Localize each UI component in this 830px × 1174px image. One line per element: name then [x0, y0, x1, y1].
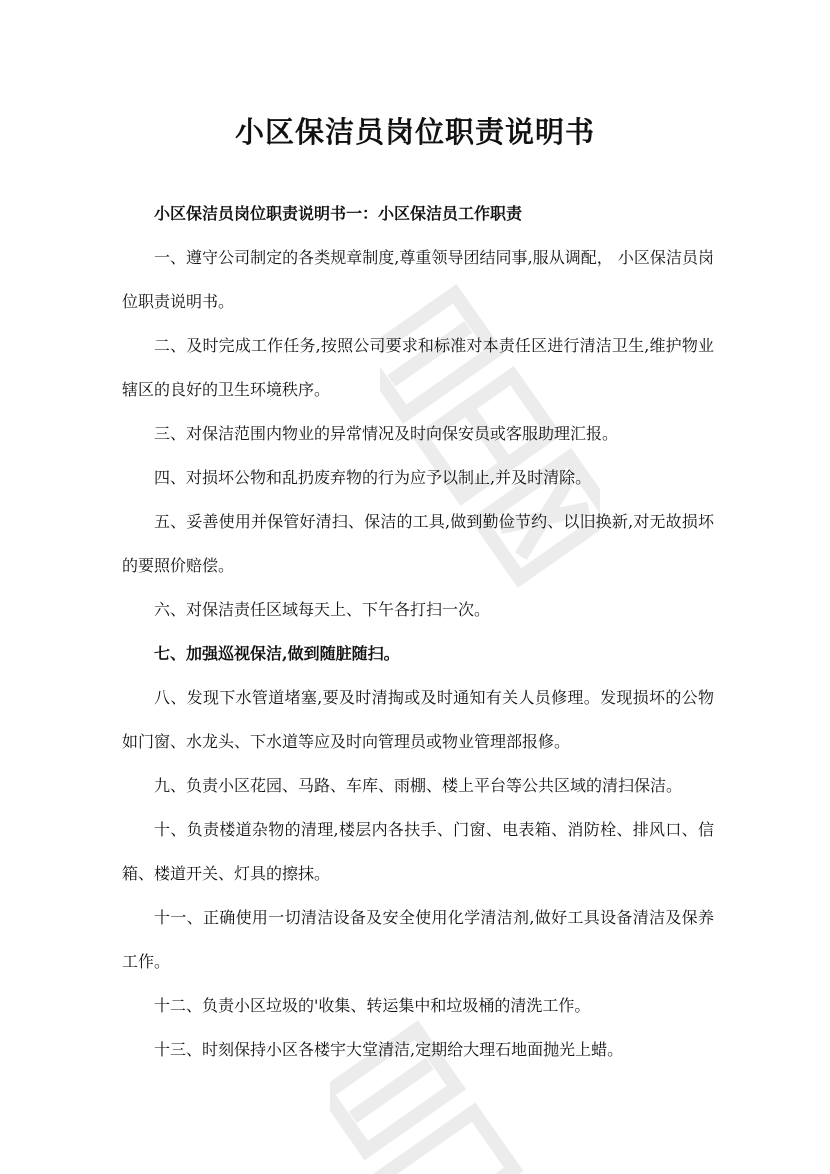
- duty-paragraph: 八、发现下水管道堵塞,要及时清掏或及时通知有关人员修理。发现损坏的公物如门窗、水龙头、下水道等应及时向管理员或物业管理部报修。: [122, 688, 714, 751]
- duty-paragraph: 十二、负责小区垃圾的'收集、转运集中和垃圾桶的清洗工作。: [154, 996, 591, 1015]
- duty-paragraph: 一、遵守公司制定的各类规章制度,尊重领导团结同事,服从调配， 小区保洁员岗位职责说明书。: [122, 248, 714, 311]
- duty-paragraph: 九、负责小区花园、马路、车库、雨棚、楼上平台等公共区域的清扫保洁。: [154, 776, 683, 795]
- duty-paragraph: 三、对保洁范围内物业的异常情况及时向保安员或客服助理汇报。: [154, 424, 619, 443]
- duty-paragraph: 七、加强巡视保洁,做到随脏随扫。: [154, 644, 400, 663]
- duty-paragraph: 六、对保洁责任区域每天上、下午各打扫一次。: [154, 600, 491, 619]
- duty-paragraph: 十、负责楼道杂物的清理,楼层内各扶手、门窗、电表箱、消防栓、排风口、信箱、楼道开关、灯具的擦抹。: [122, 820, 714, 883]
- document-body: [122, 192, 714, 1072]
- duty-paragraph: 四、对损坏公物和乱扔废弃物的行为应予以制止,并及时清除。: [154, 468, 592, 487]
- document-title: 小区保洁员岗位职责说明书: [234, 115, 595, 149]
- duty-paragraph: 五、妥善使用并保管好清扫、保洁的工具,做到勤俭节约、以旧换新,对无故损坏的要照价赔偿。: [122, 512, 714, 575]
- duty-paragraph: 十一、正确使用一切清洁设备及安全使用化学清洁剂,做好工具设备清洁及保养工作。: [122, 908, 714, 971]
- duty-paragraph: 十三、时刻保持小区各楼宇大堂清洁,定期给大理石地面抛光上蜡。: [154, 1040, 624, 1059]
- section-heading: 小区保洁员岗位职责说明书一：小区保洁员工作职责: [154, 204, 523, 223]
- duty-paragraph: 二、及时完成工作任务,按照公司要求和标准对本责任区进行清洁卫生,维护物业辖区的良好的卫生环境秩序。: [122, 336, 714, 399]
